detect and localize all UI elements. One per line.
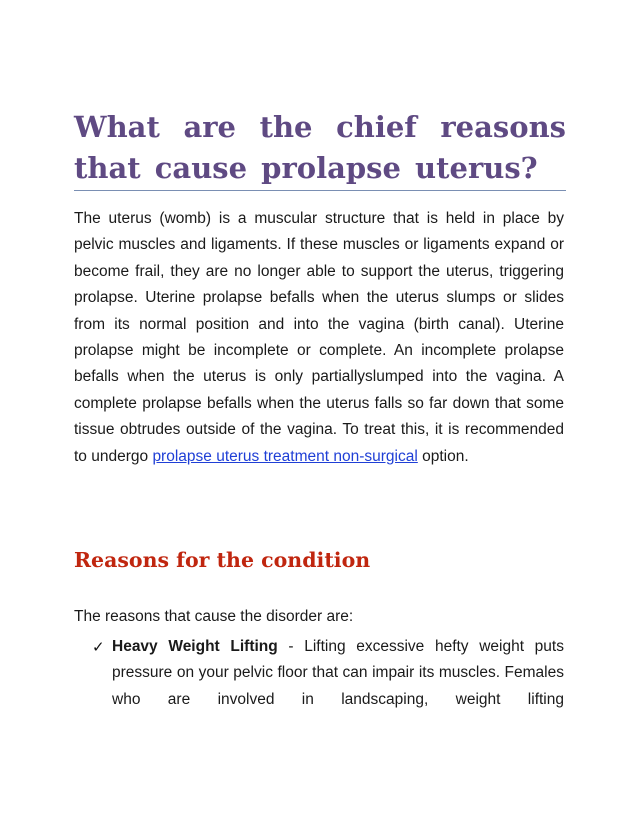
treatment-link[interactable]: prolapse uterus treatment non-surgical	[152, 447, 418, 465]
list-item-term: Heavy Weight Lifting	[112, 638, 278, 655]
list-item-text: - Lifting excessive hefty weight puts pressure on your pelvic floor that can impair its muscles. Females who are involved in landscaping, weight lifting	[112, 638, 564, 708]
section-heading: Reasons for the condition	[74, 548, 371, 572]
checkmark-icon: ✓	[92, 638, 105, 656]
lead-paragraph: The reasons that cause the disorder are:	[74, 608, 354, 625]
intro-paragraph	[74, 206, 564, 470]
document-title: What are the chief reasons that cause prolapse uterus?	[74, 110, 566, 185]
list-item	[92, 634, 564, 713]
intro-text-end: option.	[417, 447, 469, 465]
title-underline-divider	[74, 190, 566, 191]
reasons-list	[92, 634, 564, 713]
intro-text: The uterus (womb) is a muscular structure that is held in place by pelvic muscles and ligaments. If these muscles or ligaments expand or become frail, they are no longer able to support the uterus, triggering prolapse. Uterine prolapse befalls when the uterus slumps or slides from its normal position and into the vagina (birth canal). Uterine prolapse might be incomplete or complete. An incomplete prolapse befalls when the uterus is only partiallyslumped into the vagina. A complete prolapse befalls when the uterus falls so far down that some tissue obtrudes outside of the vagina. To treat this, it is recommended to undergo	[74, 210, 564, 465]
